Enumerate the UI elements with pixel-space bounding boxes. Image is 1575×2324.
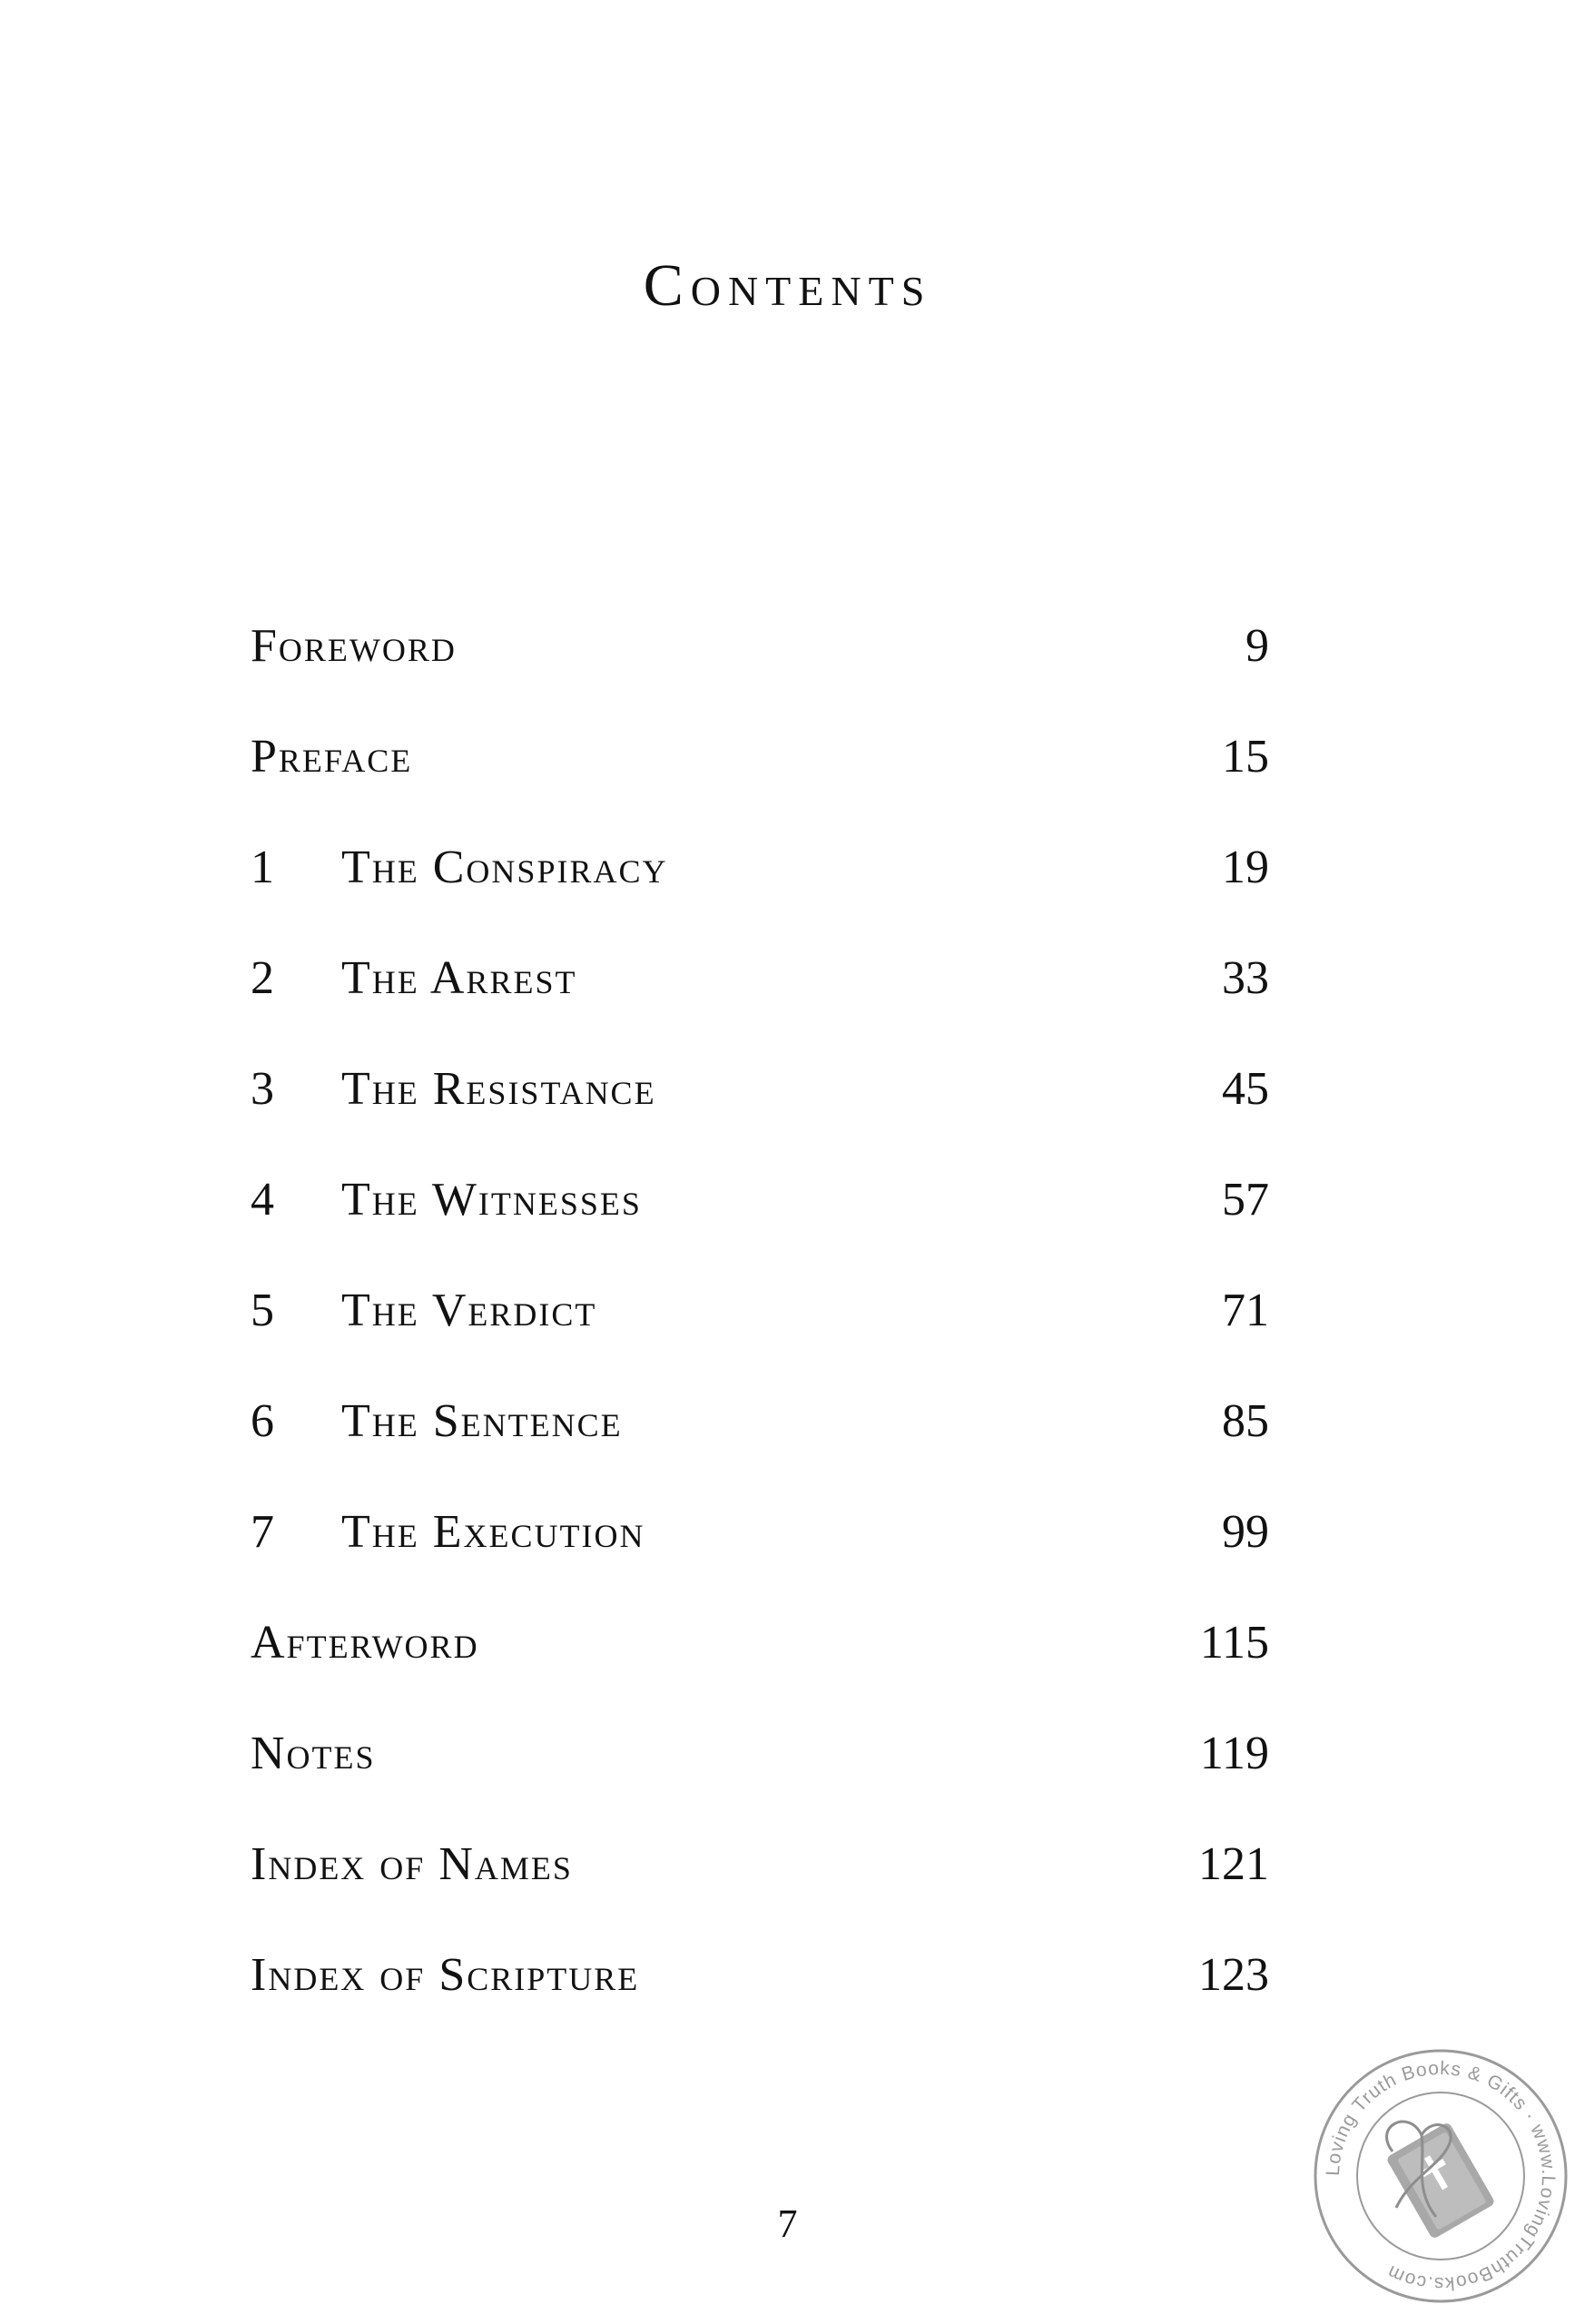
toc-page-number: 115 — [1199, 1617, 1269, 1669]
toc-entry-title: Notes — [251, 1728, 376, 1779]
toc-entry-title: Foreword — [251, 620, 457, 672]
toc-chapter-number: 6 — [251, 1395, 274, 1447]
toc-entry-title: The Sentence — [341, 1395, 623, 1447]
toc-entry-title: The Resistance — [341, 1063, 656, 1115]
toc-entry — [251, 1506, 1269, 1620]
toc-entry-title: The Conspiracy — [341, 842, 668, 893]
toc-entry-title: Index of Names — [251, 1838, 573, 1890]
toc-page-number: 121 — [1198, 1838, 1269, 1890]
toc-entry-title: The Witnesses — [341, 1174, 642, 1226]
toc-entry-title: Index of Scripture — [251, 1949, 640, 2001]
toc-entry — [251, 731, 1269, 844]
toc-entry — [251, 844, 1269, 955]
toc-entry — [251, 620, 1269, 734]
toc-entry — [251, 1730, 1269, 1841]
toc-entry-title: The Arrest — [341, 952, 577, 1004]
toc-entry — [251, 1838, 1269, 1952]
page-number: 7 — [777, 2201, 798, 2246]
toc-page-number: 99 — [1222, 1506, 1269, 1558]
toc-chapter-number: 5 — [251, 1285, 274, 1336]
toc-entry — [251, 1063, 1269, 1177]
toc-chapter-number: 3 — [251, 1063, 274, 1115]
toc-entry — [251, 1174, 1269, 1287]
toc-chapter-number: 7 — [251, 1506, 274, 1558]
toc-page-number: 119 — [1199, 1728, 1269, 1779]
toc-page-number: 57 — [1222, 1174, 1269, 1226]
toc-entry — [251, 1287, 1269, 1398]
toc-chapter-number: 2 — [251, 952, 274, 1004]
toc-entry — [251, 952, 1269, 1066]
toc-page-number: 85 — [1222, 1395, 1269, 1447]
toc-page-number: 19 — [1222, 842, 1269, 893]
toc-entry-title: Afterword — [251, 1617, 479, 1669]
toc-entry-title: Preface — [251, 731, 413, 783]
toc-page-number: 71 — [1222, 1285, 1269, 1336]
toc-entry-title: The Verdict — [341, 1285, 597, 1336]
toc-page-number: 9 — [1245, 620, 1269, 672]
toc-entry — [251, 1617, 1269, 1730]
bible-with-ribbon-icon — [1309, 2044, 1572, 2308]
page-title: Contents — [643, 252, 932, 319]
watermark-text: Loving Truth Books & Gifts · www.LovingTruthBooks.com — [1322, 2057, 1560, 2295]
toc-chapter-number: 4 — [251, 1174, 274, 1226]
toc-page-number: 45 — [1222, 1063, 1269, 1115]
table-of-contents — [251, 620, 1269, 2063]
toc-chapter-number: 1 — [251, 842, 274, 893]
toc-page-number: 123 — [1198, 1949, 1269, 2001]
toc-page-number: 15 — [1222, 731, 1269, 783]
toc-entry — [251, 1949, 1269, 2063]
toc-entry-title: The Execution — [341, 1506, 645, 1558]
watermark-stamp — [1309, 2044, 1572, 2308]
toc-page-number: 33 — [1222, 952, 1269, 1004]
toc-entry — [251, 1395, 1269, 1509]
